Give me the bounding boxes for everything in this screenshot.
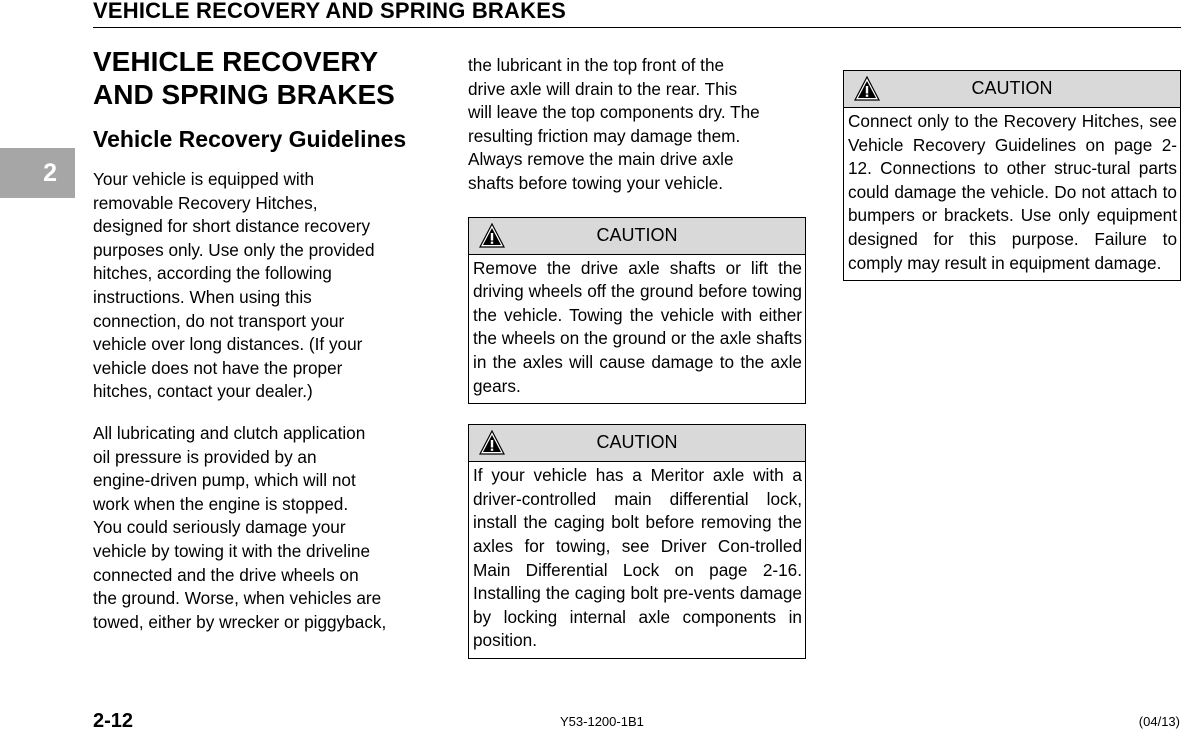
caution-box-recovery-hitches	[843, 70, 1181, 281]
section-title-line-1: VEHICLE RECOVERY	[93, 46, 379, 77]
column-2	[468, 54, 806, 659]
revision-date: (04/13)	[1138, 714, 1180, 729]
caution-text: If your vehicle has a Meritor axle with a driver-controlled main differential lock, install the caging bolt before removing the axles for towing, see Driver Con-trolled Main Differential Lock on page 2-16. Installing the caging bolt pre-vents damage by locking internal axle components in position.	[473, 465, 802, 651]
section-title	[93, 45, 433, 111]
column-3	[843, 70, 1181, 281]
subsection-title: Vehicle Recovery Guidelines	[93, 126, 407, 152]
caution-header	[469, 218, 805, 255]
caution-header	[844, 71, 1180, 108]
caution-heading: CAUTION	[596, 432, 678, 453]
paragraph-lubrication: All lubricating and clutch application oil pressure is provided by an engine-driven pump, which will not work when the engine is stopped. You could seriously damage your vehicle by towing it with the driveline connected and the drive wheels on the ground. Worse, when vehicles are towed, either by wrecker or piggyback,	[93, 422, 387, 632]
document-code: Y53-1200-1B1	[560, 714, 644, 729]
chapter-tab: 2	[0, 148, 75, 198]
caution-box-axle-shafts	[468, 217, 806, 405]
caution-box-caging-bolt	[468, 424, 806, 659]
warning-triangle-icon	[854, 76, 880, 101]
section-title-line-2: AND SPRING BRAKES	[93, 79, 395, 110]
paragraph-recovery-hitches: Your vehicle is equipped with removable Recovery Hitches, designed for short distance recovery purposes only. Use only the provided hitches, according the following instructions. When using this connection, do not transport your vehicle over long distances. (If your vehicle does not have the proper hitches, contact your dealer.)	[93, 169, 375, 402]
column-1	[93, 45, 433, 634]
warning-triangle-icon	[479, 430, 505, 455]
warning-triangle-icon	[479, 223, 505, 248]
caution-text: Remove the drive axle shafts or lift the driving wheels off the ground before towing the vehicle. Towing the vehicle with either the wheels on the ground or the axle shafts in the axles will cause damage to the axle gears.	[473, 257, 802, 396]
page-number: 2-12	[93, 710, 134, 732]
caution-text: Connect only to the Recovery Hitches, see Vehicle Recovery Guidelines on page 2-12. Connections to other struc-tural parts could damage the vehicle. Do not attach to bumpers or brackets. Use only equipment designed for this purpose. Failure to comply may result in equipment damage.	[848, 111, 1177, 273]
caution-heading: CAUTION	[971, 78, 1053, 99]
caution-header	[469, 425, 805, 462]
caution-heading: CAUTION	[596, 224, 678, 245]
running-header: VEHICLE RECOVERY AND SPRING BRAKES	[93, 0, 566, 23]
paragraph-lubricant-drain: the lubricant in the top front of the drive axle will drain to the rear. This will leave the top components dry. The resulting friction may damage them. Always remove the main drive axle shafts before towing your vehicle.	[468, 55, 760, 193]
header-rule	[93, 27, 1181, 28]
